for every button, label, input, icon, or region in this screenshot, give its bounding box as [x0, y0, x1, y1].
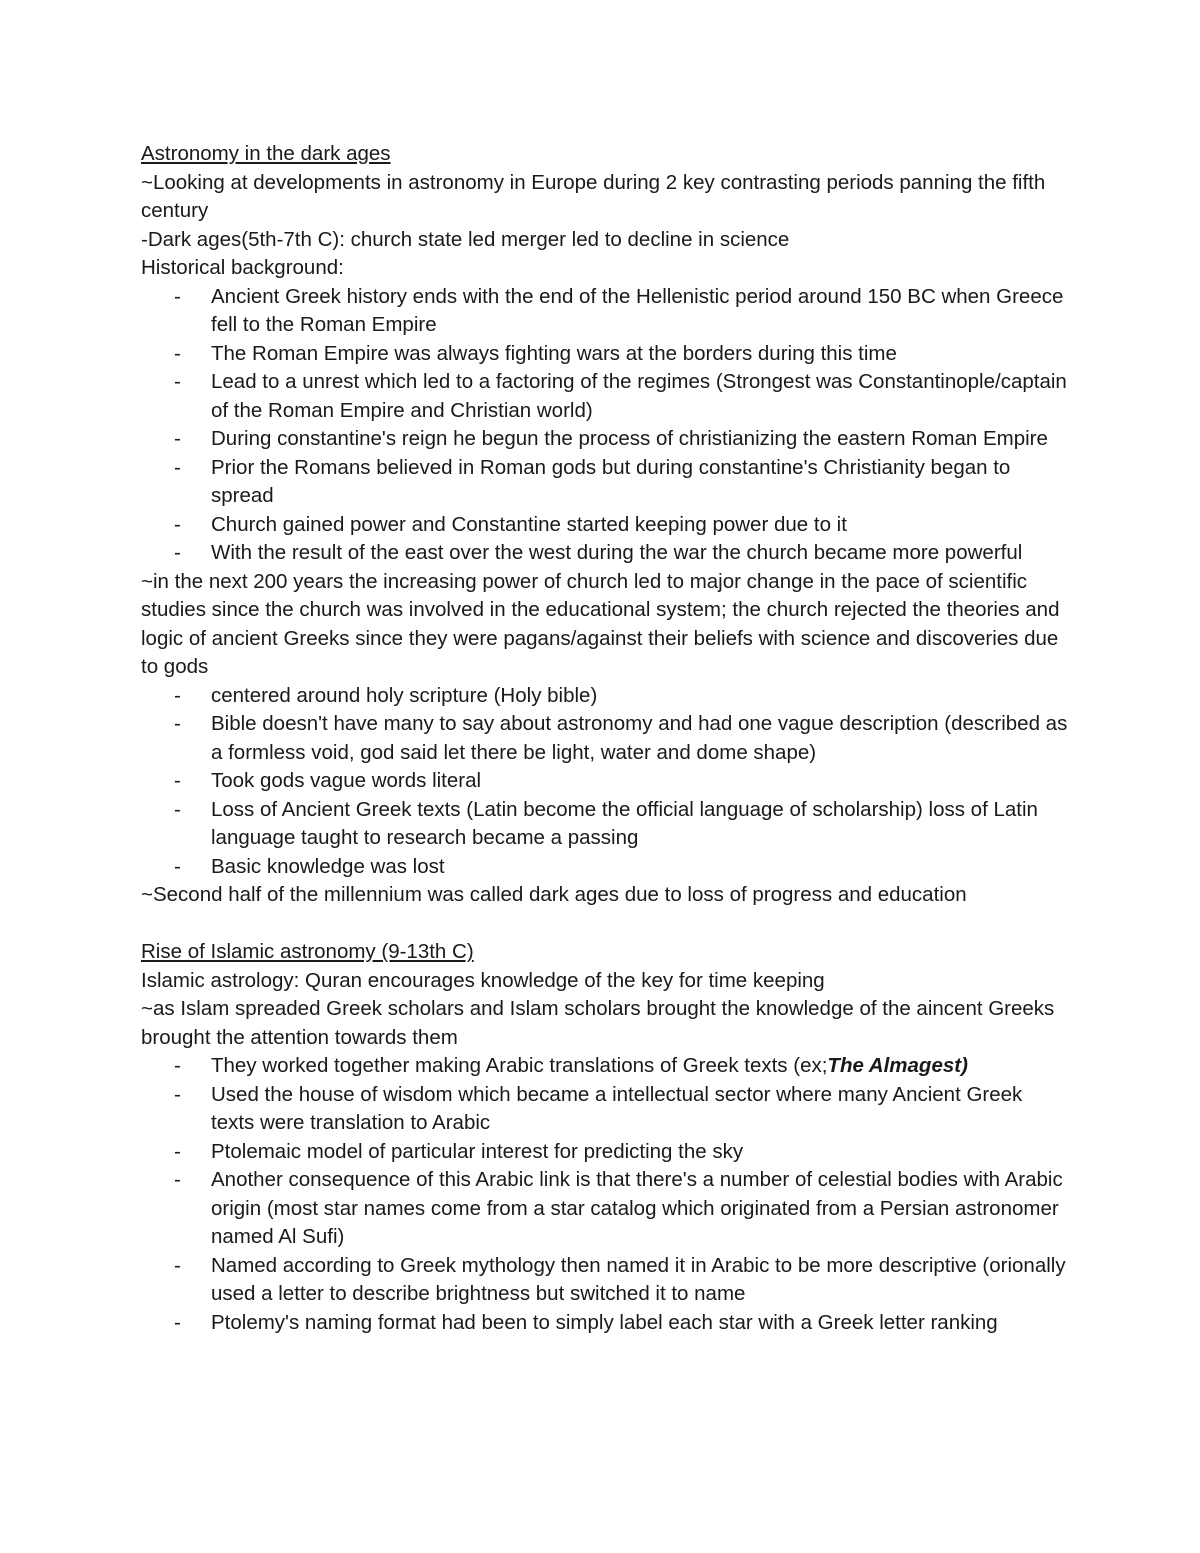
list-item-text: Another consequence of this Arabic link is that there's a number of celestial bodies with Arabic origin (most star names come from a star catalog which originated from a Persian astronomer named Al Sufi) — [211, 1168, 1063, 1248]
dash-bullet: - — [174, 769, 181, 792]
list-item — [141, 710, 1071, 767]
list-item-text: centered around holy scripture (Holy bible) — [211, 683, 598, 707]
blank-line — [141, 910, 1071, 939]
list-item — [141, 1166, 1071, 1252]
dash-bullet: - — [174, 541, 181, 564]
dash-bullet: - — [174, 683, 181, 707]
list-item — [141, 454, 1071, 511]
list-item-text: Basic knowledge was lost — [211, 854, 445, 878]
historical-background-label: Historical background: — [141, 256, 344, 279]
dash-bullet: - — [174, 854, 181, 878]
document-page — [141, 140, 1071, 1337]
list-item-text: They worked together making Arabic translations of Greek texts (ex; — [211, 1054, 828, 1077]
list-item-text: Took gods vague words literal — [211, 769, 482, 792]
dash-bullet: - — [174, 512, 181, 536]
scripture-list — [141, 682, 1071, 882]
islamic-astronomy-list — [141, 1052, 1071, 1337]
dash-bullet: - — [174, 370, 181, 393]
list-item — [141, 368, 1071, 425]
dark-ages-closing: ~Second half of the millennium was called dark ages due to loss of progress and education — [141, 883, 967, 906]
list-item-text: Loss of Ancient Greek texts (Latin become the official language of scholarship) loss of Latin language taught to research became a passing — [211, 797, 1038, 849]
list-item — [141, 682, 1071, 711]
list-item-text: With the result of the east over the west during the war the church became more powerful — [211, 541, 1023, 564]
list-item — [141, 1081, 1071, 1138]
dash-bullet: - — [174, 1168, 181, 1191]
list-item — [141, 283, 1071, 340]
islam-spread-paragraph: ~as Islam spreaded Greek scholars and Islam scholars brought the knowledge of the aincent Greeks brought the attention towards them — [141, 997, 1055, 1049]
list-item-text: Ptolemaic model of particular interest for predicting the sky — [211, 1139, 744, 1163]
dash-bullet: - — [174, 1139, 181, 1163]
dash-bullet: - — [174, 712, 181, 735]
list-item — [141, 425, 1071, 454]
list-item-text: Bible doesn't have many to say about astronomy and had one vague description (described as a formless void, god said let there be light, water and dome shape) — [211, 712, 1068, 764]
list-item-text: During constantine's reign he begun the process of christianizing the eastern Roman Empire — [211, 427, 1048, 450]
dash-bullet: - — [174, 284, 181, 308]
list-item-text: Church gained power and Constantine started keeping power due to it — [211, 512, 847, 536]
dash-bullet: - — [174, 1253, 181, 1277]
dash-bullet: - — [174, 455, 181, 479]
section-heading-islamic-astronomy: Rise of Islamic astronomy (9-13th C) — [141, 940, 474, 963]
list-item-text: Named according to Greek mythology then named it in Arabic to be more descriptive (orionally used a letter to describe brightness but switched it to name — [211, 1253, 1066, 1305]
dash-bullet: - — [174, 1082, 181, 1106]
list-item — [141, 1252, 1071, 1309]
list-item — [141, 340, 1071, 369]
intro-paragraph: ~Looking at developments in astronomy in Europe during 2 key contrasting periods panning the fifth century — [141, 170, 1046, 222]
dash-bullet: - — [174, 797, 181, 821]
dash-bullet: - — [174, 1054, 181, 1077]
list-item-text: Lead to a unrest which led to a factoring of the regimes (Strongest was Constantinople/captain of the Roman Empire and Christian world) — [211, 370, 1067, 422]
list-item — [141, 1138, 1071, 1167]
list-item-text: Prior the Romans believed in Roman gods but during constantine's Christianity began to spread — [211, 455, 1011, 507]
list-item — [141, 796, 1071, 853]
church-power-paragraph: ~in the next 200 years the increasing power of church led to major change in the pace of scientific studies since the church was involved in the educational system; the church rejected the theories and logic of ancient Greeks since they were pagans/against their beliefs with science and discoveries due to gods — [141, 569, 1060, 678]
historical-background-list — [141, 283, 1071, 568]
list-item — [141, 767, 1071, 796]
almagest-emphasis: The Almagest) — [827, 1054, 968, 1077]
list-item — [141, 511, 1071, 540]
dash-bullet: - — [174, 341, 181, 365]
list-item-text: Ptolemy's naming format had been to simply label each star with a Greek letter ranking — [211, 1310, 998, 1334]
list-item — [141, 1309, 1071, 1338]
dash-bullet: - — [174, 427, 181, 450]
dash-bullet: - — [174, 1310, 181, 1334]
list-item — [141, 853, 1071, 882]
list-item-text: The Roman Empire was always fighting wars at the borders during this time — [211, 341, 897, 365]
dark-ages-definition: -Dark ages(5th-7th C): church state led merger led to decline in science — [141, 227, 790, 251]
list-item-text: Used the house of wisdom which became a intellectual sector where many Ancient Greek texts were translation to Arabic — [211, 1082, 1023, 1134]
list-item — [141, 539, 1071, 568]
list-item — [141, 1052, 1071, 1081]
islamic-astrology-intro: Islamic astrology: Quran encourages knowledge of the key for time keeping — [141, 968, 825, 992]
section-heading-dark-ages: Astronomy in the dark ages — [141, 142, 391, 165]
list-item-text: Ancient Greek history ends with the end of the Hellenistic period around 150 BC when Greece fell to the Roman Empire — [211, 284, 1064, 336]
